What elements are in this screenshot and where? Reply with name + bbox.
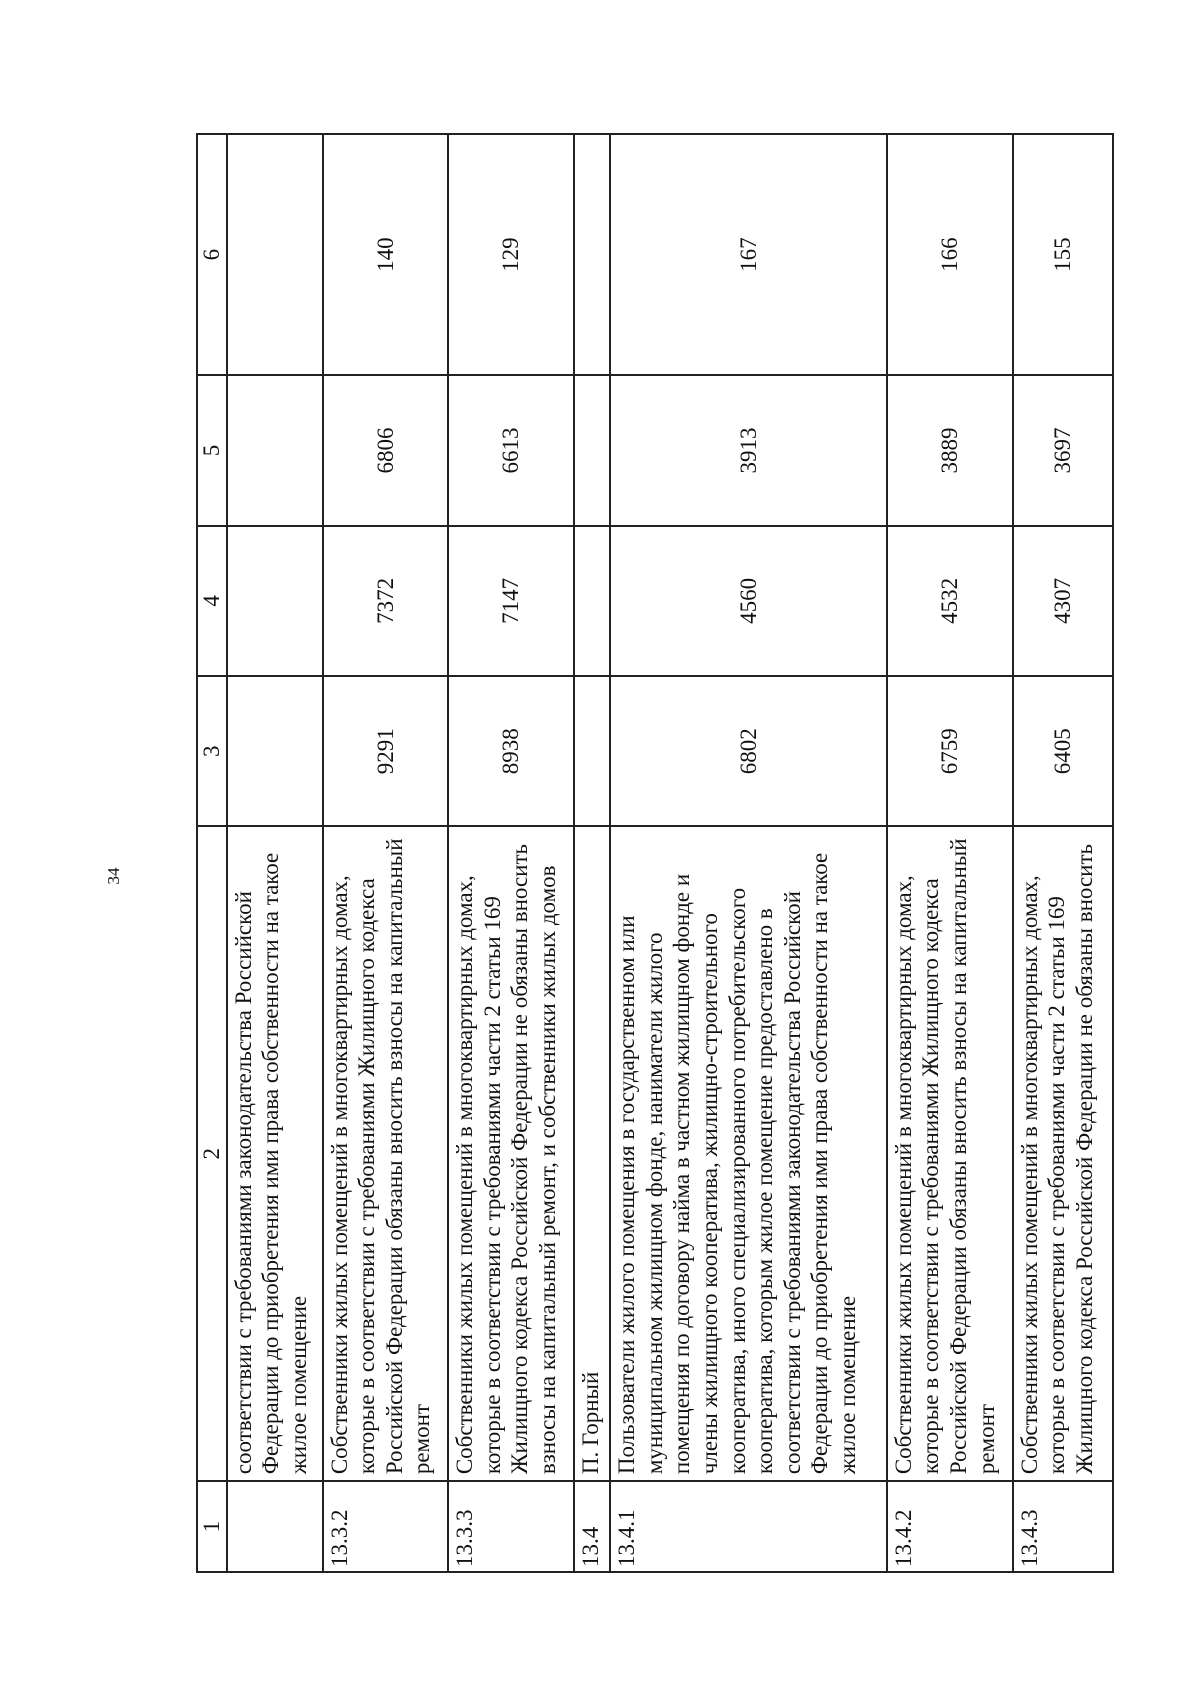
row-description: Собственники жилых помещений в многоквартирных домах, которые в соответствии с требованиями части 2 статьи 169 Жилищного кодекса Российской Федерации не обязаны вносить bbox=[1013, 826, 1114, 1481]
row-value-col5: 3889 bbox=[887, 375, 1013, 525]
row-code: 13.3.2 bbox=[323, 1481, 449, 1572]
tariff-table-rotated bbox=[196, 133, 1114, 1573]
col-header-1: 1 bbox=[197, 1481, 227, 1572]
row-value-col5: 3913 bbox=[610, 375, 887, 525]
row-description: соответствии с требованиями законодательства Российской Федерации до приобретения ими права собственности на такое жилое помещение bbox=[227, 826, 323, 1481]
table-row bbox=[323, 134, 449, 1572]
col-header-5: 5 bbox=[197, 375, 227, 525]
col-header-4: 4 bbox=[197, 526, 227, 676]
row-value-col6: 155 bbox=[1013, 134, 1114, 375]
row-value-col4 bbox=[574, 526, 610, 676]
row-code: 13.4.1 bbox=[610, 1481, 887, 1572]
row-value-col3 bbox=[227, 676, 323, 826]
table-row bbox=[574, 134, 610, 1572]
row-value-col4: 4560 bbox=[610, 526, 887, 676]
row-value-col4: 4307 bbox=[1013, 526, 1114, 676]
row-value-col6: 167 bbox=[610, 134, 887, 375]
row-code: 13.4.2 bbox=[887, 1481, 1013, 1572]
row-value-col3: 6802 bbox=[610, 676, 887, 826]
row-value-col3 bbox=[574, 676, 610, 826]
row-value-col3: 6759 bbox=[887, 676, 1013, 826]
col-header-2: 2 bbox=[197, 826, 227, 1481]
row-value-col6 bbox=[227, 134, 323, 375]
row-code: 13.4.3 bbox=[1013, 1481, 1114, 1572]
row-value-col5: 6613 bbox=[448, 375, 574, 525]
row-value-col6: 166 bbox=[887, 134, 1013, 375]
row-code: 13.4 bbox=[574, 1481, 610, 1572]
row-value-col3: 9291 bbox=[323, 676, 449, 826]
table-row bbox=[887, 134, 1013, 1572]
header-row bbox=[197, 134, 227, 1572]
row-description: Собственники жилых помещений в многоквартирных домах, которые в соответствии с требованиями Жилищного кодекса Российской Федерации обязаны вносить взносы на капитальный ремонт bbox=[887, 826, 1013, 1481]
col-header-6: 6 bbox=[197, 134, 227, 375]
row-description: Собственники жилых помещений в многоквартирных домах, которые в соответствии с требованиями Жилищного кодекса Российской Федерации обязаны вносить взносы на капитальный ремонт bbox=[323, 826, 449, 1481]
row-value-col3: 8938 bbox=[448, 676, 574, 826]
row-value-col4: 7372 bbox=[323, 526, 449, 676]
row-description: Пользователи жилого помещения в государственном или муниципальном жилищном фонде, наниматели жилого помещения по договору найма в частном жилищном фонде и члены жилищного кооператива, жилищно-строительного кооператива, иного специализированного потребительского кооператива, которым жилое помещение предоставлено в соответствии с требованиями законодательства Российской Федерации до приобретения ими права собственности на такое жилое помещение bbox=[610, 826, 887, 1481]
row-value-col6: 140 bbox=[323, 134, 449, 375]
row-value-col4: 4532 bbox=[887, 526, 1013, 676]
row-value-col5 bbox=[227, 375, 323, 525]
row-description: Собственники жилых помещений в многоквартирных домах, которые в соответствии с требованиями части 2 статьи 169 Жилищного кодекса Российской Федерации не обязаны вносить взносы на капитальный ремонт, и собственники жилых домов bbox=[448, 826, 574, 1481]
row-description: П. Горный bbox=[574, 826, 610, 1481]
row-value-col5: 3697 bbox=[1013, 375, 1114, 525]
page-number: 34 bbox=[104, 867, 123, 885]
row-value-col3: 6405 bbox=[1013, 676, 1114, 826]
table-row bbox=[1013, 134, 1114, 1572]
col-header-3: 3 bbox=[197, 676, 227, 826]
row-value-col6 bbox=[574, 134, 610, 375]
tariff-table bbox=[196, 133, 1114, 1573]
table-row bbox=[227, 134, 323, 1572]
row-code bbox=[227, 1481, 323, 1572]
row-value-col5 bbox=[574, 375, 610, 525]
row-value-col5: 6806 bbox=[323, 375, 449, 525]
row-value-col4 bbox=[227, 526, 323, 676]
table-row bbox=[610, 134, 887, 1572]
row-code: 13.3.3 bbox=[448, 1481, 574, 1572]
row-value-col4: 7147 bbox=[448, 526, 574, 676]
table-row bbox=[448, 134, 574, 1572]
row-value-col6: 129 bbox=[448, 134, 574, 375]
